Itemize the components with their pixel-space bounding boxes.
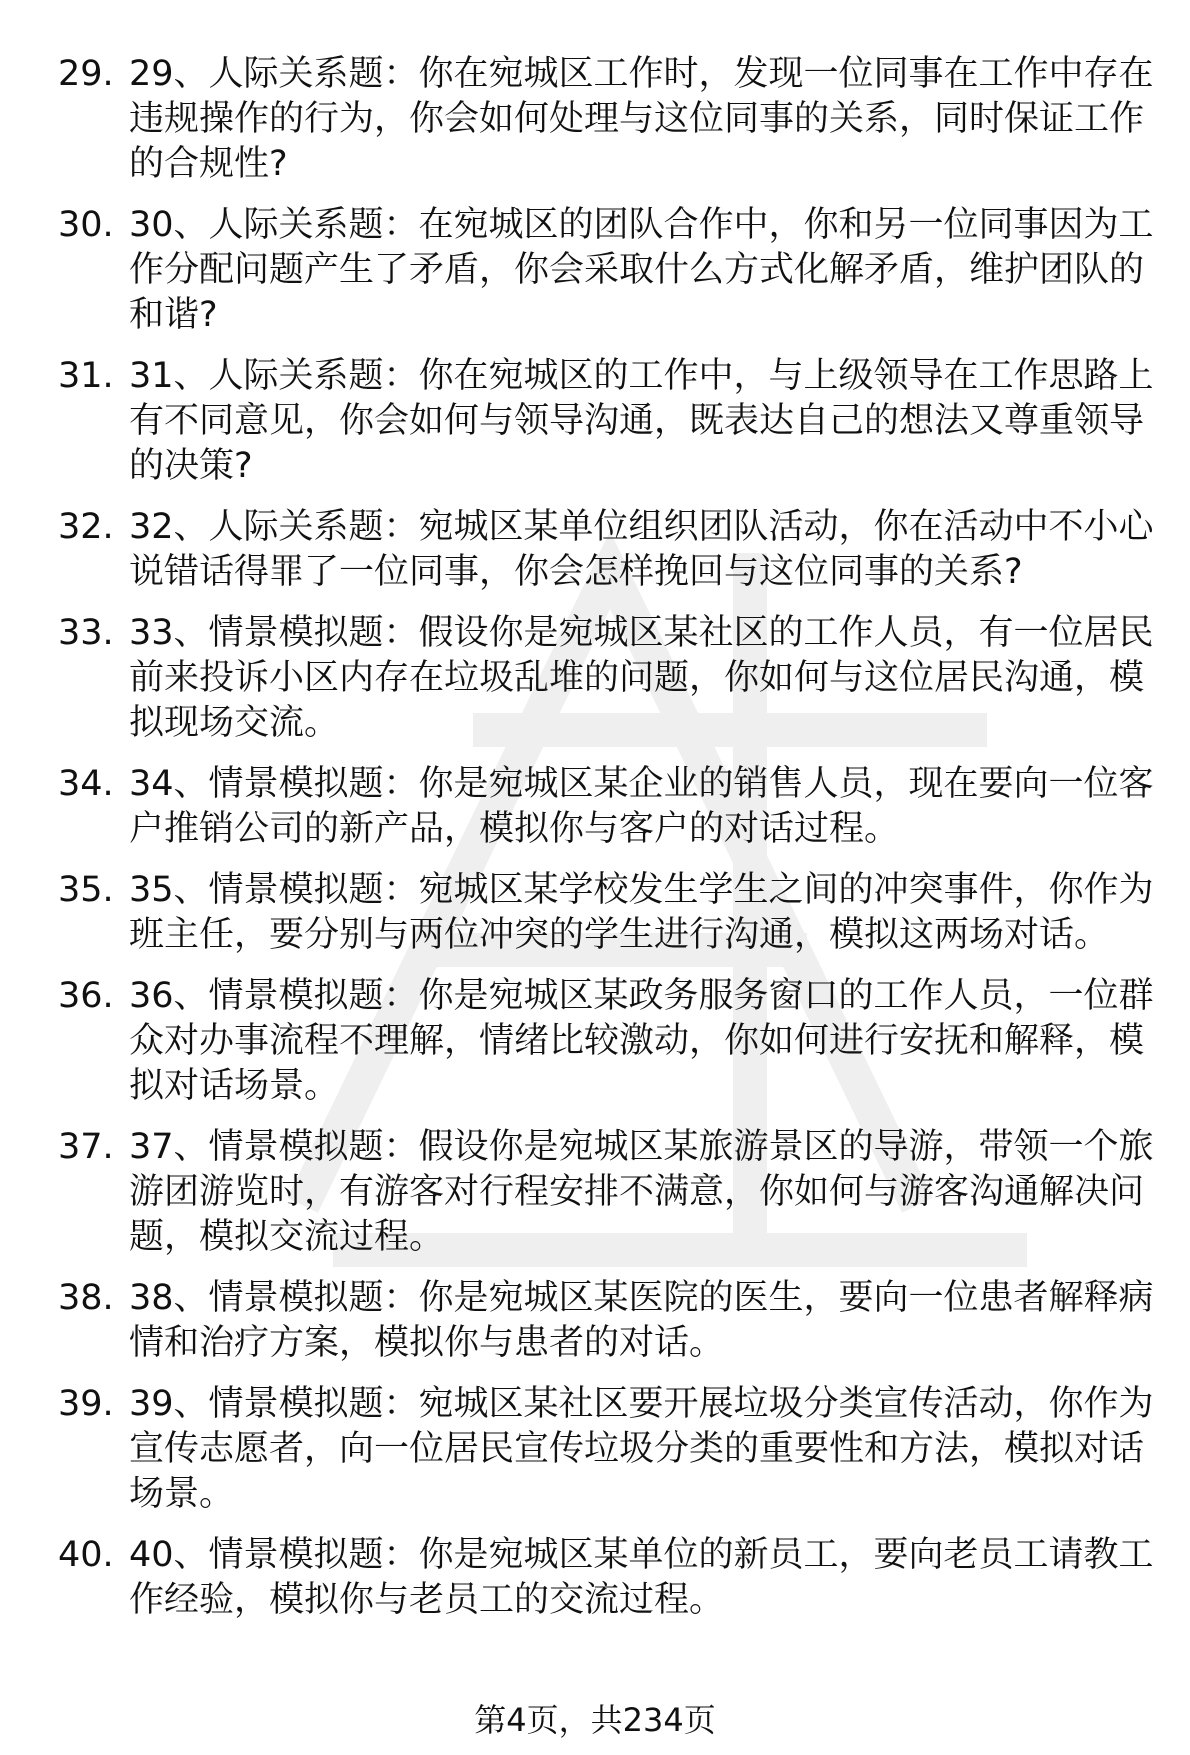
page-number-footer: 第4页，共234页 (474, 1701, 716, 1739)
question-text: 37、情景模拟题：假设你是宛城区某旅游景区的导游，带领一个旅游团游览时，有游客对行程安排不满意，你如何与游客沟通解决问题，模拟交流过程。 (129, 1127, 1154, 1257)
question-text: 35、情景模拟题：宛城区某学校发生学生之间的冲突事件，你作为班主任，要分别与两位冲突的学生进行沟通，模拟这两场对话。 (129, 870, 1154, 955)
question-number: 33. (58, 613, 114, 653)
question-item (58, 1382, 1158, 1517)
question-number: 39. (58, 1384, 114, 1424)
question-number: 36. (58, 976, 114, 1016)
question-item (58, 354, 1158, 489)
question-item (58, 974, 1158, 1109)
question-item (58, 868, 1158, 958)
question-number: 38. (58, 1278, 114, 1318)
question-text: 40、情景模拟题：你是宛城区某单位的新员工，要向老员工请教工作经验，模拟你与老员工的交流过程。 (129, 1535, 1154, 1620)
question-number: 31. (58, 356, 114, 396)
question-text: 33、情景模拟题：假设你是宛城区某社区的工作人员，有一位居民前来投诉小区内存在垃圾乱堆的问题，你如何与这位居民沟通，模拟现场交流。 (129, 613, 1154, 743)
question-item (58, 1533, 1158, 1623)
question-number: 30. (58, 205, 114, 245)
question-item (58, 203, 1158, 338)
question-number: 35. (58, 870, 114, 910)
question-item (58, 52, 1158, 187)
question-text: 39、情景模拟题：宛城区某社区要开展垃圾分类宣传活动，你作为宣传志愿者，向一位居民宣传垃圾分类的重要性和方法，模拟对话场景。 (129, 1384, 1154, 1514)
question-number: 32. (58, 507, 114, 547)
question-text: 30、人际关系题：在宛城区的团队合作中，你和另一位同事因为工作分配问题产生了矛盾，你会采取什么方式化解矛盾，维护团队的和谐? (129, 205, 1154, 335)
question-item (58, 1276, 1158, 1366)
question-item (58, 762, 1158, 852)
question-number: 37. (58, 1127, 114, 1167)
question-number: 29. (58, 54, 114, 94)
question-text: 32、人际关系题：宛城区某单位组织团队活动，你在活动中不小心说错话得罪了一位同事，你会怎样挽回与这位同事的关系? (129, 507, 1154, 592)
question-number: 34. (58, 764, 114, 804)
question-text: 34、情景模拟题：你是宛城区某企业的销售人员，现在要向一位客户推销公司的新产品，模拟你与客户的对话过程。 (129, 764, 1154, 849)
question-text: 38、情景模拟题：你是宛城区某医院的医生，要向一位患者解释病情和治疗方案，模拟你与患者的对话。 (129, 1278, 1154, 1363)
question-text: 36、情景模拟题：你是宛城区某政务服务窗口的工作人员，一位群众对办事流程不理解，情绪比较激动，你如何进行安抚和解释，模拟对话场景。 (129, 976, 1154, 1106)
question-text: 31、人际关系题：你在宛城区的工作中，与上级领导在工作思路上有不同意见，你会如何与领导沟通，既表达自己的想法又尊重领导的决策? (129, 356, 1154, 486)
question-text: 29、人际关系题：你在宛城区工作时，发现一位同事在工作中存在违规操作的行为，你会如何处理与这位同事的关系，同时保证工作的合规性? (129, 54, 1154, 184)
question-item (58, 611, 1158, 746)
question-item (58, 1125, 1158, 1260)
question-list (58, 52, 1158, 1639)
question-number: 40. (58, 1535, 114, 1575)
question-item (58, 505, 1158, 595)
